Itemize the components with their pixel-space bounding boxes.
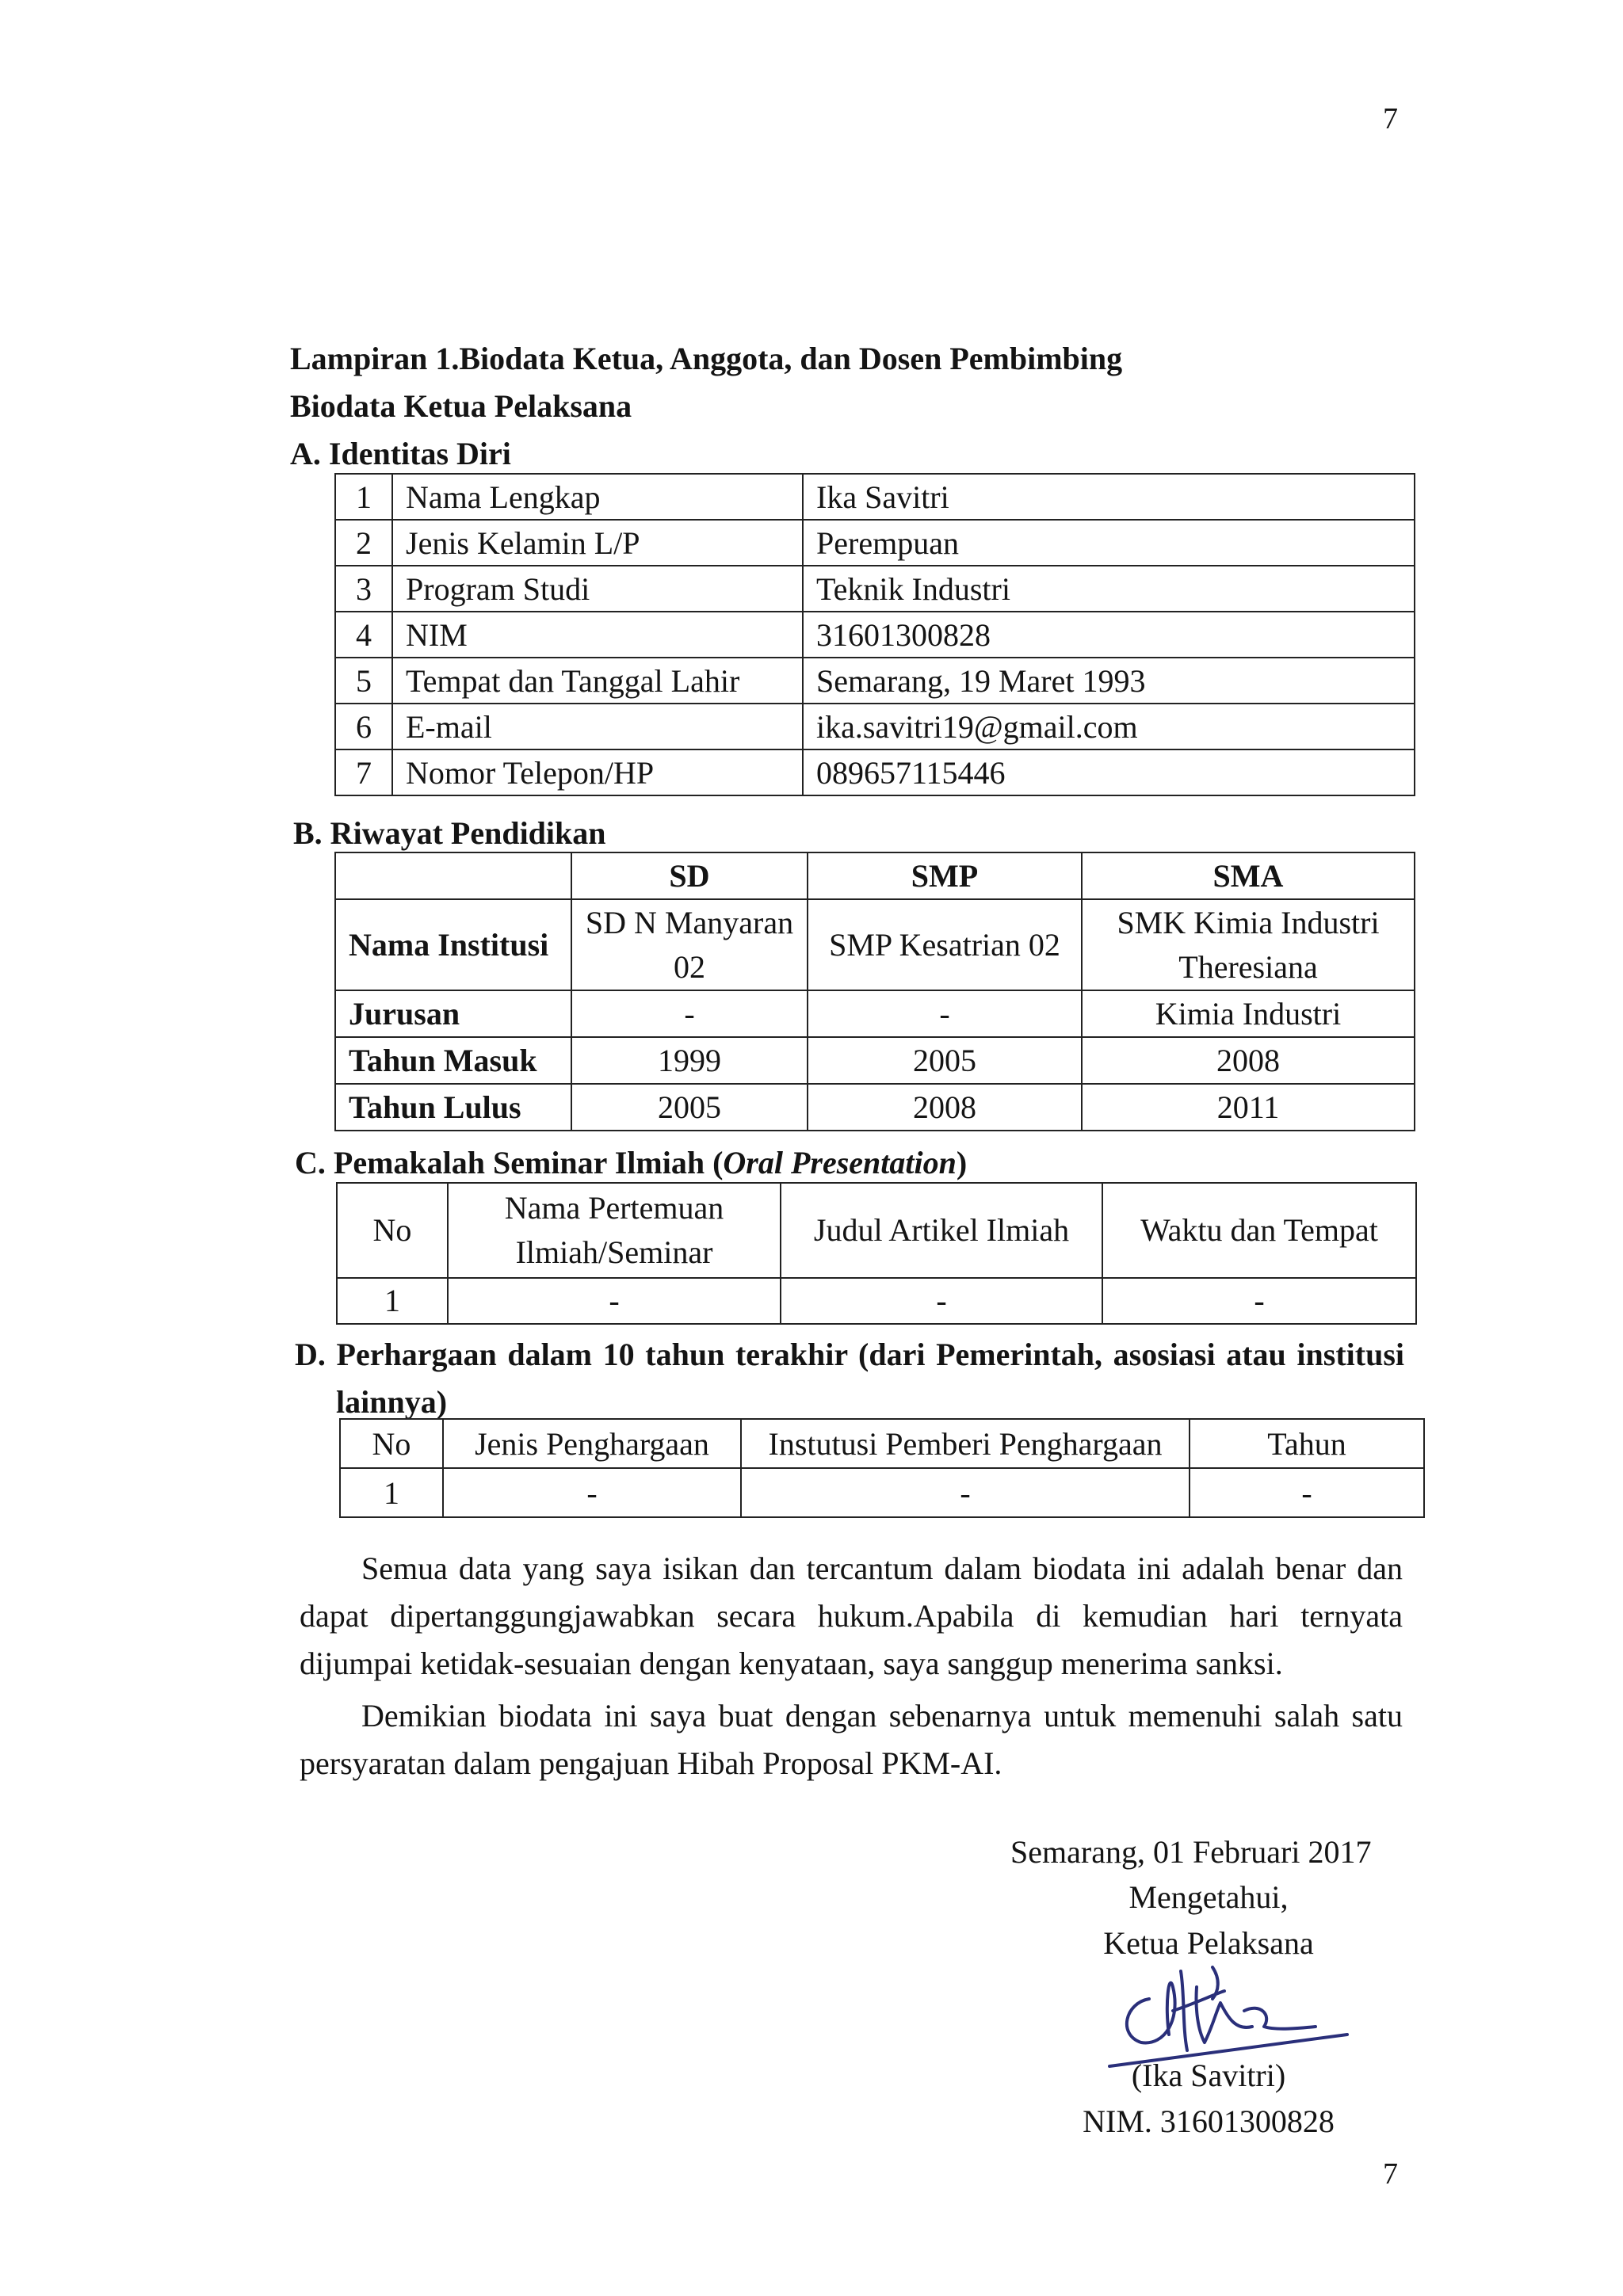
education-row-tahun-lulus [335,1084,1415,1131]
identity-no: 1 [335,474,392,520]
identity-value: Ika Savitri [803,474,1415,520]
section-b-heading: B. Riwayat Pendidikan [293,815,606,851]
identity-no: 7 [335,749,392,795]
identity-row [335,612,1415,658]
education-cell: SMP Kesatrian 02 [808,899,1082,990]
identity-value: 089657115446 [803,749,1415,795]
education-table [334,852,1415,1131]
identity-value: 31601300828 [803,612,1415,658]
signature-place-date: Semarang, 01 Februari 2017 [1010,1834,1372,1870]
section-a-heading: A. Identitas Diri [290,436,511,471]
identity-label: Program Studi [392,566,803,612]
education-cell: - [571,990,808,1037]
education-cell: 1999 [571,1037,808,1084]
education-empty-header [335,852,571,899]
education-header-smp: SMP [808,852,1082,899]
identity-no: 3 [335,566,392,612]
identity-label: Tempat dan Tanggal Lahir [392,658,803,704]
section-c-heading-italic: Oral Presentation [723,1145,957,1180]
section-d-heading [295,1331,1404,1426]
education-cell: 2005 [808,1037,1082,1084]
document-title: Lampiran 1.Biodata Ketua, Anggota, dan Dosen Pembimbing [290,341,1123,376]
identity-label: NIM [392,612,803,658]
identity-no: 6 [335,704,392,749]
education-cell: 2011 [1082,1084,1415,1131]
education-cell: 2005 [571,1084,808,1131]
seminar-row [337,1278,1416,1324]
education-cell: SMK Kimia Industri Theresiana [1082,899,1415,990]
education-row-jurusan [335,990,1415,1037]
statement-paragraph-2: Demikian biodata ini saya buat dengan sebenarnya untuk memenuhi salah satu persyaratan dalam pengajuan Hibah Proposal PKM-AI. [300,1698,1403,1781]
identity-row [335,749,1415,795]
identity-value: ika.savitri19@gmail.com [803,704,1415,749]
seminar-header-waktu: Waktu dan Tempat [1102,1183,1416,1278]
award-header-jenis: Jenis Penghargaan [443,1419,741,1468]
award-header-no: No [340,1419,443,1468]
statement-body [300,1545,1403,1787]
education-row-institusi [335,899,1415,990]
section-c-heading-suffix: ) [956,1145,968,1180]
signature-name: (Ika Savitri) [1131,2058,1286,2093]
seminar-table [336,1182,1417,1325]
seminar-header-nama: Nama Pertemuan Ilmiah/Seminar [448,1183,781,1278]
identity-no: 4 [335,612,392,658]
section-c-heading [295,1139,967,1187]
seminar-cell: - [1102,1278,1416,1324]
identity-value: Teknik Industri [803,566,1415,612]
signature-line-1: Mengetahui, [1128,1879,1289,1915]
identity-value: Semarang, 19 Maret 1993 [803,658,1415,704]
education-header-row [335,852,1415,899]
education-row-label: Jurusan [335,990,571,1037]
seminar-cell: - [448,1278,781,1324]
signature-line-2: Ketua Pelaksana [1103,1925,1314,1961]
identity-label: E-mail [392,704,803,749]
identity-table [334,473,1415,796]
award-row [340,1468,1424,1517]
award-header-institusi: Instutusi Pemberi Penghargaan [741,1419,1190,1468]
education-header-sma: SMA [1082,852,1415,899]
page-number-bottom: 7 [1383,2157,1398,2191]
identity-row [335,520,1415,566]
identity-value: Perempuan [803,520,1415,566]
identity-row [335,566,1415,612]
education-row-tahun-masuk [335,1037,1415,1084]
identity-row [335,658,1415,704]
page-number-top: 7 [1383,102,1398,135]
identity-label: Nama Lengkap [392,474,803,520]
education-row-label: Tahun Masuk [335,1037,571,1084]
education-cell: 2008 [1082,1037,1415,1084]
signature-nim: NIM. 31601300828 [1083,2103,1335,2139]
education-cell: 2008 [808,1084,1082,1131]
seminar-cell: - [781,1278,1102,1324]
identity-label: Nomor Telepon/HP [392,749,803,795]
award-table [339,1418,1425,1518]
award-header-row [340,1419,1424,1468]
identity-no: 5 [335,658,392,704]
document-subtitle: Biodata Ketua Pelaksana [290,388,632,424]
award-cell: - [741,1468,1190,1517]
seminar-cell: 1 [337,1278,448,1324]
education-cell: SD N Manyaran 02 [571,899,808,990]
seminar-header-no: No [337,1183,448,1278]
award-cell: - [1190,1468,1424,1517]
section-d-heading-text: D. Perhargaan dalam 10 tahun terakhir (dari Pemerintah, asosiasi atau institusi lainnya) [295,1337,1404,1420]
statement-paragraph-1: Semua data yang saya isikan dan tercantum dalam biodata ini adalah benar dan dapat dipertanggungjawabkan secara hukum.Apabila di kemudian hari ternyata dijumpai ketidak-sesuaian dengan kenyataan, saya sanggup menerima sanksi. [300,1550,1403,1681]
education-row-label: Tahun Lulus [335,1084,571,1131]
identity-row [335,704,1415,749]
education-header-sd: SD [571,852,808,899]
education-cell: Kimia Industri [1082,990,1415,1037]
identity-row [335,474,1415,520]
seminar-header-judul: Judul Artikel Ilmiah [781,1183,1102,1278]
award-header-tahun: Tahun [1190,1419,1424,1468]
identity-no: 2 [335,520,392,566]
identity-label: Jenis Kelamin L/P [392,520,803,566]
education-cell: - [808,990,1082,1037]
award-cell: 1 [340,1468,443,1517]
seminar-header-row [337,1183,1416,1278]
education-row-label: Nama Institusi [335,899,571,990]
section-c-heading-prefix: C. Pemakalah Seminar Ilmiah ( [295,1145,724,1180]
award-cell: - [443,1468,741,1517]
